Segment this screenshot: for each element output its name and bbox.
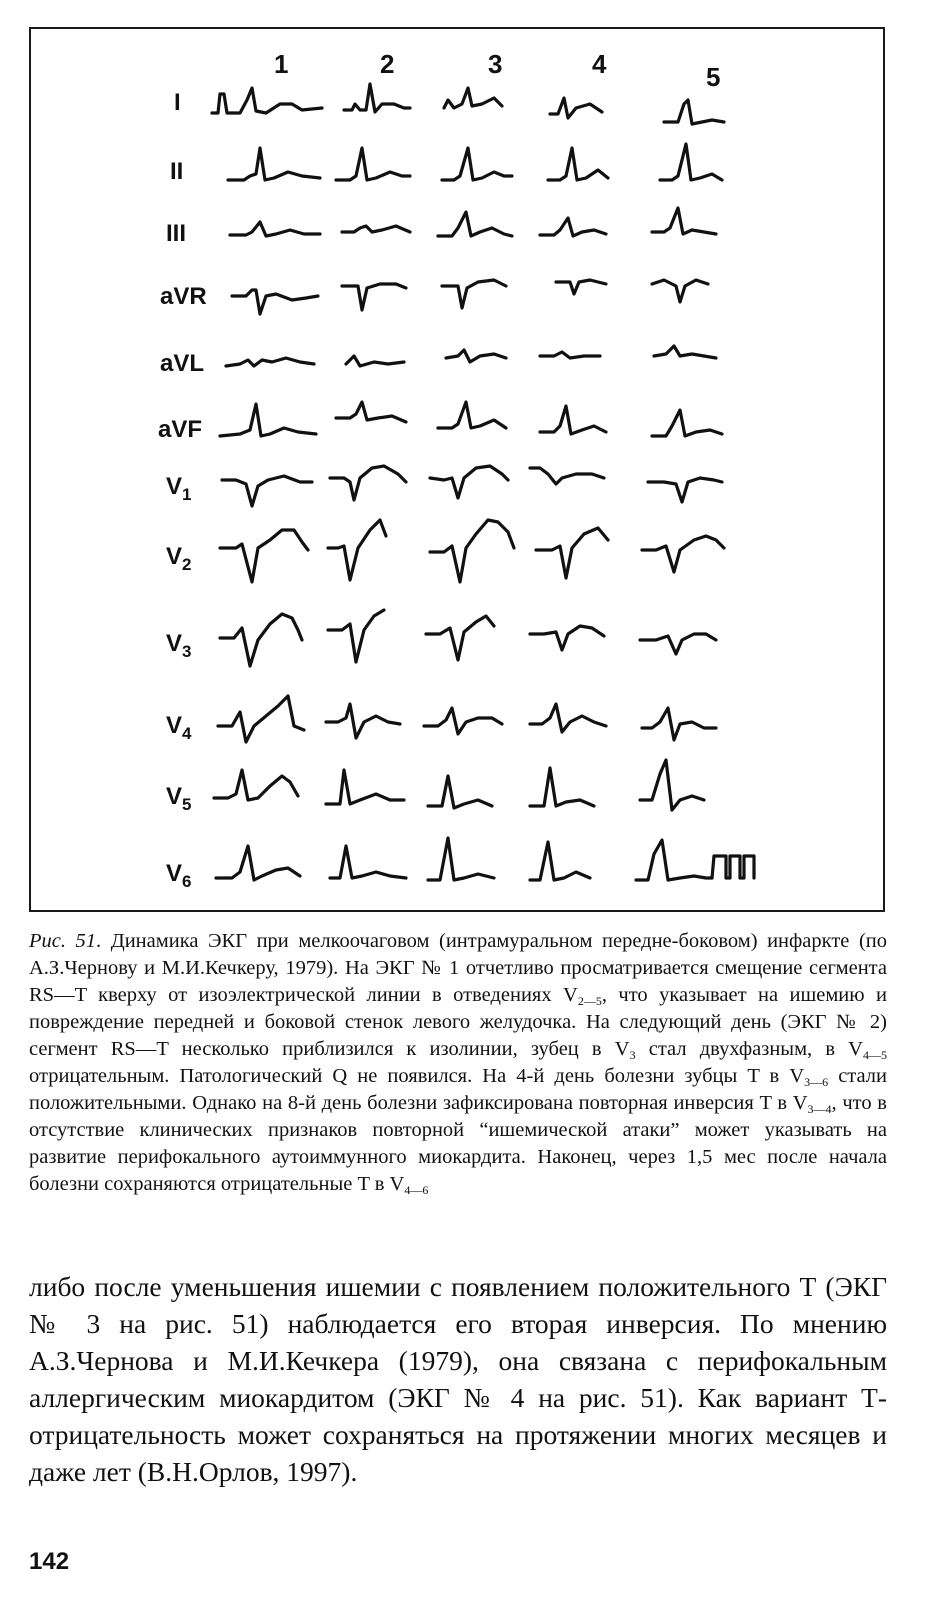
ecg-trace-v1-2 — [330, 466, 406, 500]
caption-sub-5: 3—4 — [807, 1102, 832, 1116]
caption-sub-2: 3 — [629, 1048, 636, 1062]
ecg-trace-v1-3 — [430, 466, 508, 498]
ecg-column-label-2: 2 — [380, 49, 395, 79]
ecg-trace-avl-1 — [226, 358, 314, 366]
lead-label-iii: III — [166, 220, 187, 247]
ecg-trace-v6-2 — [330, 846, 406, 878]
lead-label-i: I — [174, 89, 181, 116]
ecg-trace-v3-5 — [640, 634, 716, 654]
figure-caption — [29, 928, 887, 1198]
page-number: 142 — [29, 1548, 70, 1575]
ecg-trace-i-4 — [550, 98, 602, 118]
ecg-trace-avl-5 — [654, 346, 716, 358]
ecg-trace-v1-5 — [648, 478, 722, 502]
ecg-trace-v5-3 — [428, 776, 492, 808]
caption-text-2: , что указывает на ишемию и повреждение передней и боковой стенок левого желудочка. На следующий день (ЭКГ № 2) сегмент RS—T несколько приблизился к изолинии, зубец в V — [29, 984, 887, 1060]
caption-text-5: стали положительными. Однако на 8-й день болезни зафиксирована повторная инверсия T в V — [29, 1065, 887, 1114]
ecg-trace-ii-5 — [660, 144, 722, 180]
ecg-trace-avr-3 — [442, 280, 506, 308]
lead-label-avr: aVR — [160, 283, 207, 310]
ecg-trace-i-1 — [212, 88, 322, 113]
body-paragraph: либо после уменьшения ишемии с появлением положительного Т (ЭКГ № 3 на рис. 51) наблюдается его вторая инверсия. По мнению А.З.Чернова и М.И.Кечкера (1979), она связана с перифокальным аллергическим миокардитом (ЭКГ № 4 на рис. 51). Как вариант Т-отрицательность может сохраняться на протяжении многих месяцев и даже лет (В.Н.Орлов, 1997). — [29, 1271, 887, 1487]
ecg-trace-v3-2 — [328, 610, 384, 662]
ecg-trace-i-3 — [444, 88, 502, 108]
ecg-trace-avl-2 — [346, 356, 404, 366]
ecg-trace-v4-3 — [424, 708, 502, 734]
ecg-trace-v3-4 — [530, 626, 604, 650]
lead-label-v5: $V_5$ — [166, 783, 192, 814]
ecg-trace-v4-4 — [530, 704, 606, 732]
ecg-trace-v6-4 — [530, 842, 590, 880]
caption-sub-1: 2—5 — [577, 994, 602, 1008]
caption-text-1: . Динамика ЭКГ при мелкоочаговом (интрамуральном передне-боковом) инфаркте (по А.З.Чернову и М.И.Кечкеру, 1979). На ЭКГ № 1 отчетливо просматривается смещение сегмента RS—T кверху от изоэлектрической линии в отведениях V — [29, 930, 887, 1006]
ecg-trace-v6-3 — [428, 838, 494, 880]
ecg-trace-v2-1 — [220, 530, 308, 582]
ecg-trace-v3-1 — [220, 614, 302, 666]
ecg-trace-v4-1 — [218, 696, 304, 742]
lead-label-v3: $V_3$ — [166, 630, 192, 661]
ecg-trace-v2-2 — [328, 520, 386, 580]
caption-sub-4: 3—6 — [804, 1075, 829, 1089]
lead-label-avl: aVL — [160, 350, 205, 377]
ecg-trace-v6-5 — [636, 840, 712, 880]
lead-label-v4: $V_4$ — [166, 712, 192, 743]
lead-label-v1: $V_1$ — [166, 473, 192, 504]
ecg-trace-avr-1 — [232, 290, 318, 314]
ecg-trace-iii-3 — [438, 212, 512, 236]
ecg-trace-avl-3 — [446, 350, 506, 362]
ecg-trace-i-2 — [344, 84, 410, 112]
ecg-trace-iii-1 — [230, 222, 320, 236]
ecg-trace-v4-5 — [642, 708, 716, 740]
caption-sub-6: 4—6 — [404, 1183, 429, 1197]
ecg-trace-avf-2 — [336, 402, 406, 422]
ecg-trace-ii-3 — [442, 148, 512, 180]
lead-label-avf: aVF — [158, 416, 203, 443]
calibration-pulses — [712, 856, 754, 878]
caption-sub-3: 4—5 — [863, 1048, 887, 1062]
ecg-trace-avr-5 — [652, 280, 708, 302]
ecg-trace-ii-1 — [228, 148, 320, 180]
ecg-trace-iii-2 — [342, 226, 410, 232]
figure-number: Рис. 51 — [29, 930, 97, 952]
ecg-column-label-1: 1 — [274, 49, 289, 79]
ecg-trace-avr-2 — [342, 284, 406, 310]
ecg-trace-v5-2 — [326, 770, 404, 804]
ecg-trace-avl-4 — [540, 352, 600, 358]
ecg-trace-avr-4 — [556, 280, 606, 294]
ecg-trace-v3-3 — [426, 616, 494, 660]
ecg-trace-v6-1 — [216, 846, 300, 880]
ecg-trace-v2-3 — [430, 520, 514, 582]
ecg-trace-v5-1 — [214, 770, 298, 800]
caption-text-6: , что в отсутствие клинических признаков повторной “ишемической атаки” может указывать на развитие перифокального аутоиммунного миокардита. Наконец, через 1,5 мес после начала болезни сохраняются отрицательные T в V — [29, 1092, 887, 1195]
ecg-trace-iii-5 — [652, 208, 716, 234]
ecg-trace-avf-4 — [540, 406, 606, 434]
ecg-trace-i-5 — [664, 100, 724, 124]
ecg-trace-v1-1 — [222, 476, 312, 506]
ecg-trace-ii-2 — [336, 148, 410, 180]
caption-text-3: стал двухфазным, в V — [635, 1038, 863, 1060]
ecg-trace-iii-4 — [540, 218, 606, 236]
ecg-trace-ii-4 — [548, 148, 608, 180]
ecg-trace-avf-1 — [220, 404, 316, 436]
lead-label-v2: $V_2$ — [166, 543, 192, 574]
ecg-trace-v2-5 — [642, 536, 724, 572]
ecg-column-label-4: 4 — [592, 49, 607, 79]
ecg-trace-v5-4 — [530, 768, 594, 806]
ecg-trace-v5-5 — [640, 760, 704, 810]
ecg-column-label-5: 5 — [706, 62, 721, 92]
ecg-column-label-3: 3 — [488, 49, 503, 79]
ecg-trace-avf-3 — [438, 402, 506, 428]
ecg-trace-v2-4 — [536, 528, 608, 578]
ecg-trace-v4-2 — [326, 704, 400, 738]
lead-label-v6: $V_6$ — [166, 860, 192, 891]
lead-label-ii: II — [170, 158, 184, 185]
caption-text-4: отрицательным. Патологический Q не появился. На 4-й день болезни зубцы T в V — [29, 1065, 805, 1087]
ecg-trace-avf-5 — [652, 410, 722, 436]
ecg-trace-v1-4 — [530, 468, 604, 484]
